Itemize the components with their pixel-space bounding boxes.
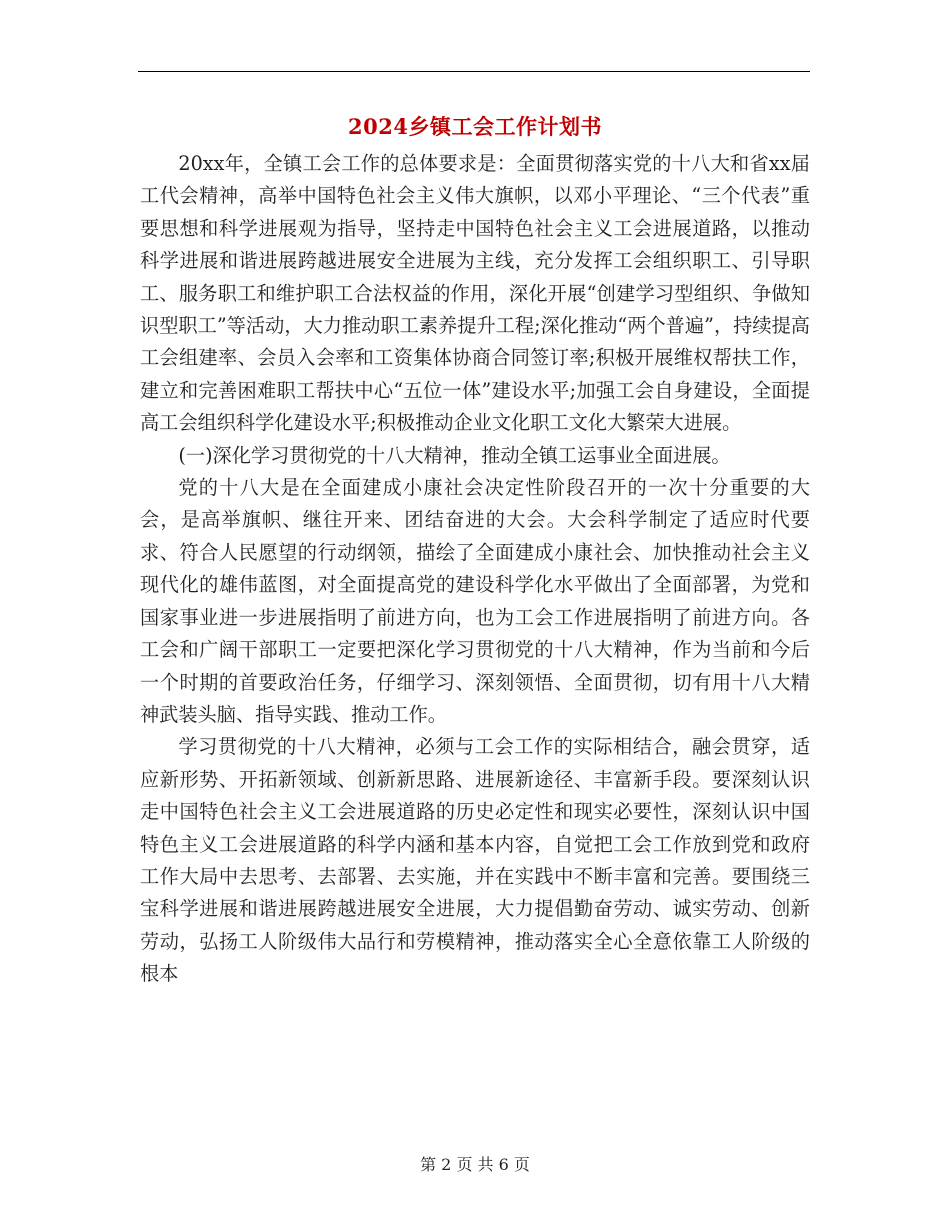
document-body bbox=[140, 148, 810, 991]
paragraph-congress: 党的十八大是在全面建成小康社会决定性阶段召开的一次十分重要的大会，是高举旗帜、继往开来、团结奋进的大会。大会科学制定了适应时代要求、符合人民愿望的行动纲领，描绘了全面建成小康社会、加快推动社会主义现代化的雄伟蓝图，对全面提高党的建设科学化水平做出了全面部署，为党和国家事业进一步进展指明了前进方向，也为工会工作进展指明了前进方向。各工会和广阔干部职工一定要把深化学习贯彻党的十八大精神，作为当前和今后一个时期的首要政治任务，仔细学习、深刻领悟、全面贯彻，切有用十八大精神武装头脑、指导实践、推动工作。 bbox=[140, 476, 810, 726]
header-rule bbox=[138, 71, 810, 72]
page-number: 第 2 页 共 6 页 bbox=[420, 1155, 530, 1174]
document-title: 2024乡镇工会工作计划书 bbox=[348, 114, 602, 139]
page-footer bbox=[0, 1154, 950, 1176]
paragraph-overview: 20xx年，全镇工会工作的总体要求是：全面贯彻落实党的十八大和省xx届工代会精神，高举中国特色社会主义伟大旗帜，以邓小平理论、“三个代表”重要思想和科学进展观为指导，坚持走中国特色社会主义工会进展道路，以推动科学进展和谐进展跨越进展安全进展为主线，充分发挥工会组织职工、引导职工、服务职工和维护职工合法权益的作用，深化开展“创建学习型组织、争做知识型职工”等活动，大力推动职工素养提升工程;深化推动“两个普遍”，持续提高工会组建率、会员入会率和工资集体协商合同签订率;积极开展维权帮扶工作，建立和完善困难职工帮扶中心“五位一体”建设水平;加强工会自身建设，全面提高工会组织科学化建设水平;积极推动企业文化职工文化大繁荣大进展。 bbox=[140, 152, 810, 435]
paragraph-study: 学习贯彻党的十八大精神，必须与工会工作的实际相结合，融会贯穿，适应新形势、开拓新领域、创新新思路、进展新途径、丰富新手段。要深刻认识走中国特色社会主义工会进展道路的历史必定性和现实必要性，深刻认识中国特色主义工会进展道路的科学内涵和基本内容，自觉把工会工作放到党和政府工作大局中去思考、去部署、去实施，并在实践中不断丰富和完善。要围绕三宝科学进展和谐进展跨越进展安全进展，大力提倡勤奋劳动、诚实劳动、创新劳动，弘扬工人阶级伟大品行和劳模精神，推动落实全心全意依靠工人阶级的根本 bbox=[140, 735, 810, 986]
paragraph-section-heading: (一)深化学习贯彻党的十八大精神，推动全镇工运事业全面进展。 bbox=[178, 443, 731, 467]
